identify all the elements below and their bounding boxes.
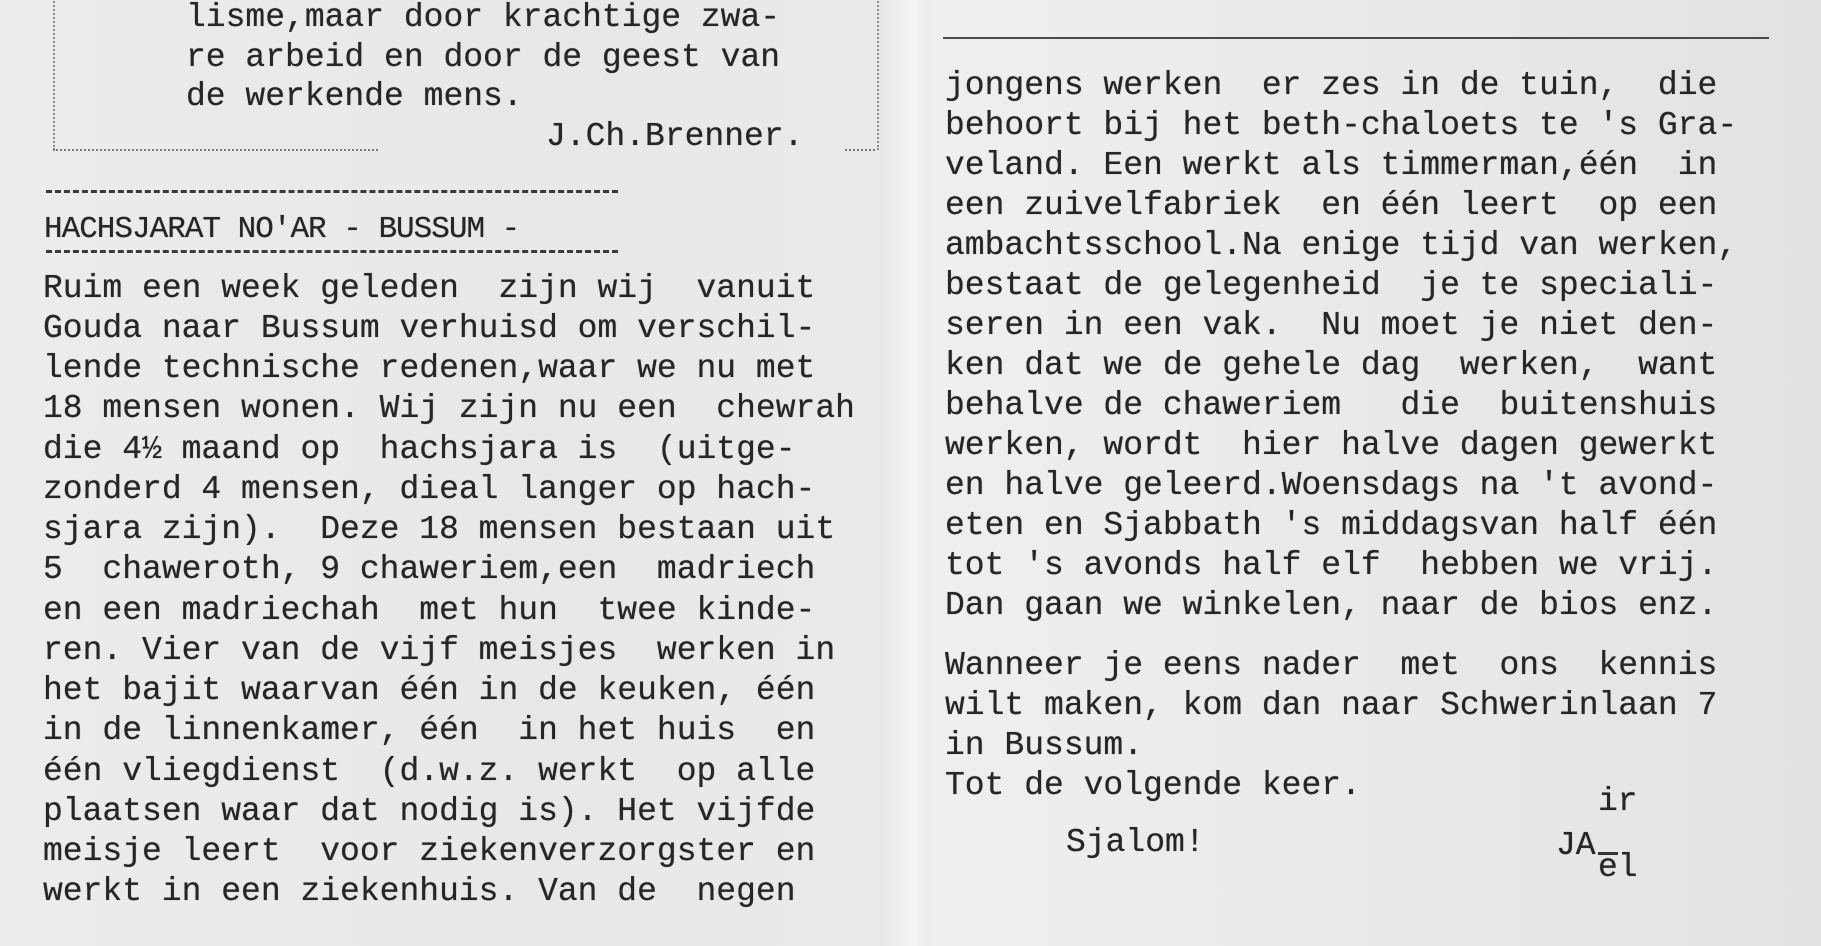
quote-author: J.Ch.Brenner.	[546, 118, 804, 155]
body-line: Dan gaan we winkelen, naar de bios enz.	[945, 587, 1718, 624]
top-rule	[943, 37, 1769, 39]
section-heading: HACHSJARAT NO'AR - BUSSUM -	[44, 212, 520, 247]
body-line: één vliegdienst (d.w.z. werkt op alle	[43, 753, 816, 790]
body-line: het bajit waarvan één in de keuken, één	[43, 672, 816, 709]
signature-subscript: el	[1598, 849, 1638, 886]
heading-rule-bottom	[46, 250, 618, 253]
body-line: zonderd 4 mensen, dieal langer op hach-	[43, 471, 816, 508]
quote-box-bottom-border	[53, 149, 378, 151]
body-line: een zuivelfabriek en één leert op een	[945, 187, 1718, 224]
closing-line: in Bussum.	[945, 727, 1144, 764]
body-line: ambachtsschool.Na enige tijd van werken,	[945, 227, 1738, 264]
signature-superscript: ir	[1598, 783, 1638, 820]
body-line: die 4½ maand op hachsjara is (uitge-	[43, 431, 796, 468]
heading-rule-top	[46, 190, 618, 193]
body-line: en halve geleerd.Woensdags na 't avond-	[945, 467, 1718, 504]
quote-line: de werkende mens.	[186, 78, 523, 115]
body-line: plaatsen waar dat nodig is). Het vijfde	[43, 793, 816, 830]
body-line: sjara zijn). Deze 18 mensen bestaan uit	[43, 511, 836, 548]
body-line: seren in een vak. Nu moet je niet den-	[945, 307, 1718, 344]
quote-line: lisme,maar door krachtige zwa-	[186, 0, 781, 36]
body-line: eten en Sjabbath 's middagsvan half één	[945, 507, 1718, 544]
body-line: 18 mensen wonen. Wij zijn nu een chewrah	[43, 390, 855, 427]
quote-box-bottom-border-tail	[845, 149, 875, 151]
closing-line: Wanneer je eens nader met ons kennis	[945, 647, 1718, 684]
body-line: meisje leert voor ziekenverzorgster en	[43, 833, 816, 870]
body-line: ren. Vier van de vijf meisjes werken in	[43, 632, 836, 669]
closing-line: Tot de volgende keer.	[945, 767, 1361, 804]
body-line: bestaat de gelegenheid je te speciali-	[945, 267, 1718, 304]
body-line: lende technische redenen,waar we nu met	[43, 350, 816, 387]
body-line: Ruim een week geleden zijn wij vanuit	[43, 270, 816, 307]
body-line: in de linnenkamer, één in het huis en	[43, 712, 816, 749]
signature-main: JA	[1556, 827, 1596, 864]
body-line: behalve de chaweriem die buitenshuis	[945, 387, 1718, 424]
body-line: veland. Een werkt als timmerman,één in	[945, 147, 1718, 184]
body-line: Gouda naar Bussum verhuisd om verschil-	[43, 310, 816, 347]
body-line: tot 's avonds half elf hebben we vrij.	[945, 547, 1718, 584]
body-line: 5 chaweroth, 9 chaweriem,een madriech	[43, 551, 816, 588]
body-line: werkt in een ziekenhuis. Van de negen	[43, 873, 796, 910]
body-line: en een madriechah met hun twee kinde-	[43, 592, 816, 629]
greeting: Sjalom!	[1066, 824, 1205, 861]
body-line: werken, wordt hier halve dagen gewerkt	[945, 427, 1718, 464]
body-line: jongens werken er zes in de tuin, die	[945, 67, 1718, 104]
body-line: ken dat we de gehele dag werken, want	[945, 347, 1718, 384]
body-line: behoort bij het beth-chaloets te 's Gra-	[945, 107, 1738, 144]
quote-line: re arbeid en door de geest van	[186, 39, 781, 76]
closing-line: wilt maken, kom dan naar Schwerinlaan 7	[945, 687, 1718, 724]
